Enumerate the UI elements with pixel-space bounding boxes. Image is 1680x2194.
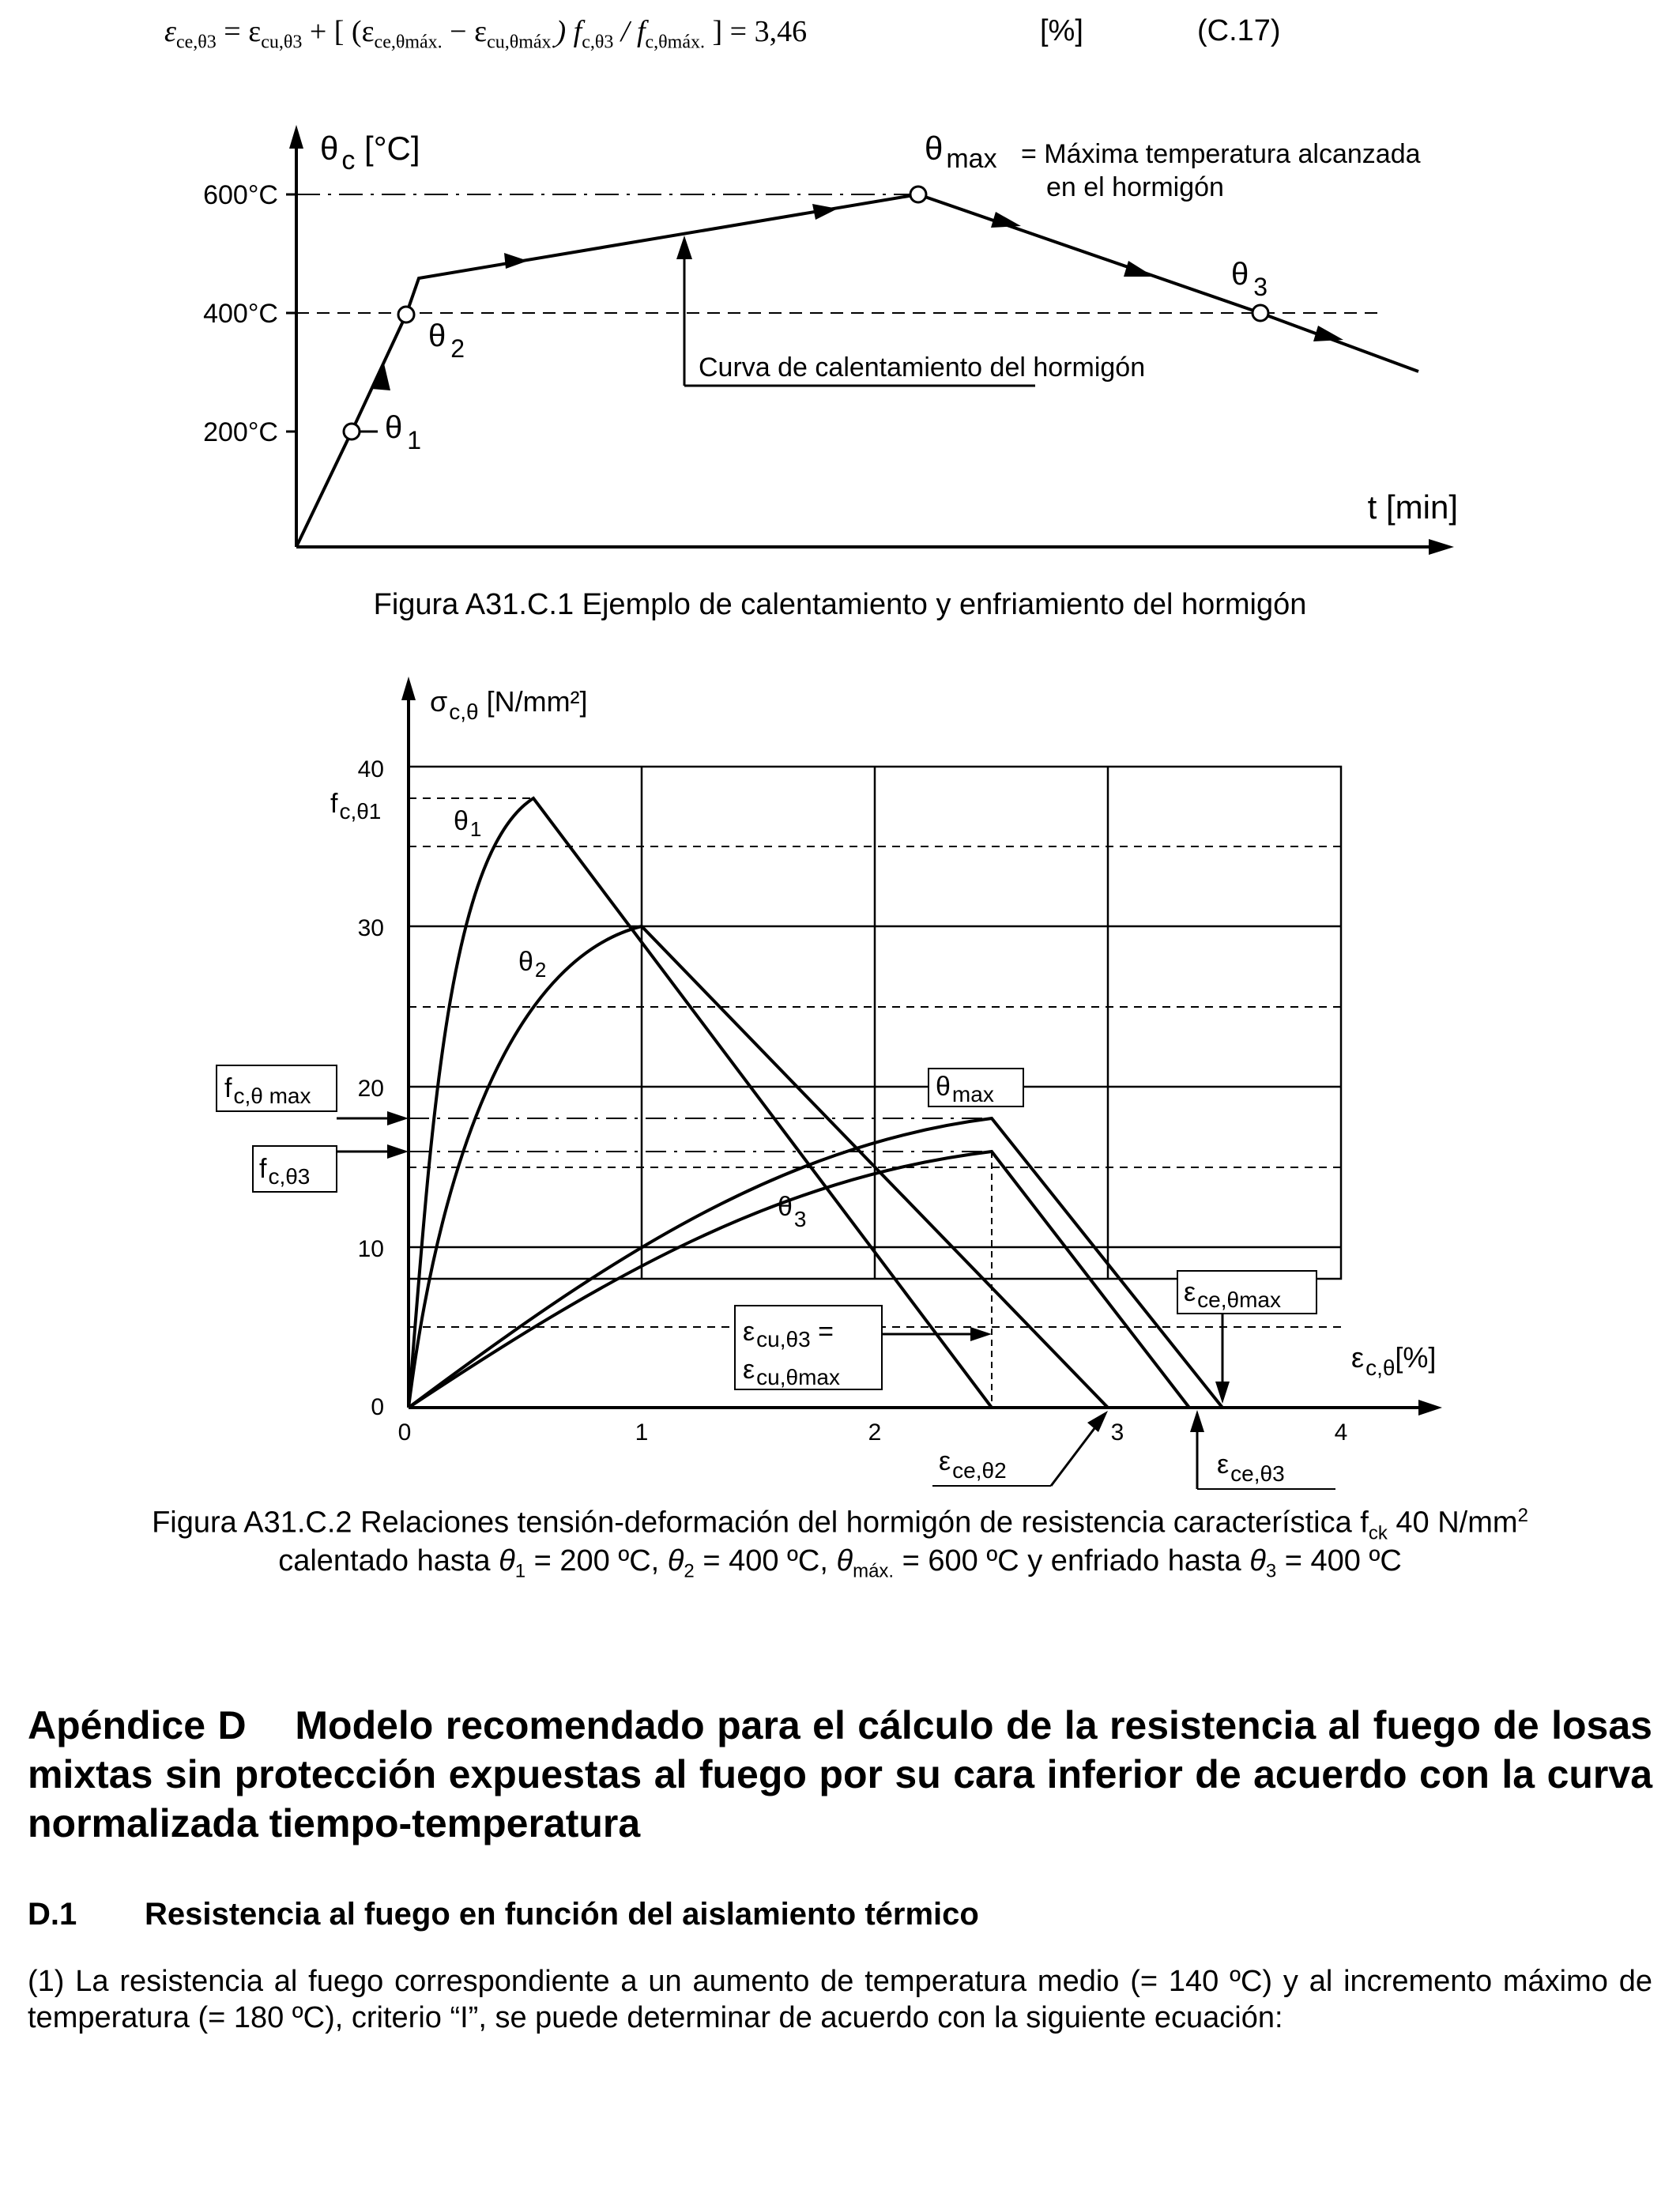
f2-y-axis-label: $\sigma_{c,\theta}$ [N/mm²] (430, 685, 588, 724)
f2-xtick-0: 0 (397, 1419, 412, 1446)
caption-text: = 200 ºC, (525, 1544, 668, 1578)
f2-curve-theta1 (409, 798, 992, 1408)
f2-label-theta2: $\theta_2$ (518, 947, 547, 982)
f2-label-eps-cu-2: $\varepsilon_{cu,\theta max}$ (743, 1355, 840, 1389)
f1-ytick-label-200: 200°C (203, 417, 278, 447)
f2-x-axis-label: $\varepsilon_{c,\theta}[\%]$ (1351, 1341, 1437, 1380)
eq-subscript: c,θ3 (582, 32, 614, 53)
caption-sub: 3 (1265, 1560, 1277, 1582)
f2-grid (409, 767, 1341, 1279)
caption-sub: 2 (684, 1560, 695, 1582)
f1-dir-arrow (1313, 326, 1343, 341)
f2-label-eps-cu-1: $\varepsilon_{cu,\theta 3}$ = (743, 1317, 834, 1351)
appendix-title (28, 1701, 1652, 1848)
eq-part: − ε (442, 15, 488, 48)
f1-theta-max-def-1: = Máxima temperatura alcanzada (1021, 139, 1421, 169)
eq-subscript: ce,θmáx. (374, 32, 443, 53)
appendix-title-text: Modelo recomendado para el cálculo de la resistencia al fuego de losas mixtas sin protección expuestas al fuego por su cara inferior de acuerdo con la curva normalizada tiempo-temperatura (28, 1703, 1652, 1845)
f2-label-theta3: $\theta_3$ (778, 1192, 807, 1231)
eq-subscript: cu,θ3 (261, 32, 303, 53)
eq-part: + [ (ε (302, 15, 375, 48)
f2-y-axis-arrow (401, 677, 416, 700)
f2-xtick-1: 1 (635, 1419, 649, 1446)
f1-dir-arrow (1124, 261, 1154, 277)
f1-theta-max-def-2: en el hormigón (1046, 172, 1224, 202)
caption-sub: 1 (514, 1560, 526, 1582)
f1-y-axis-arrow (289, 125, 303, 149)
f1-curve-leader-arrow (676, 236, 692, 259)
figure-heating-cooling (0, 111, 1680, 585)
f1-point-theta3 (1252, 305, 1268, 321)
equation-c17 (164, 14, 807, 54)
caption-text: 40 N/mm (1387, 1506, 1518, 1540)
f2-label-eps-ce-3: $\varepsilon_{ce,\theta 3}$ (1217, 1449, 1285, 1486)
eq-result: ] = 3,46 (705, 15, 808, 48)
f1-curve-label: Curva de calentamiento del hormigón (699, 352, 1146, 383)
caption-theta: θ (499, 1544, 515, 1578)
caption-text: Figura A31.C.2 Relaciones tensión-deformación del hormigón de resistencia característica f (152, 1506, 1369, 1540)
f2-label-fc-theta-max: $f_{c,\theta max}$ (224, 1073, 311, 1108)
equation-number: (C.17) (1197, 14, 1281, 47)
f2-ytick-0: 0 (371, 1394, 384, 1420)
f1-x-axis-label: t [min] (1367, 488, 1458, 526)
f2-eps-cu-arrow (970, 1327, 992, 1341)
caption-sub: máx. (853, 1560, 895, 1582)
f2-label-eps-ce-max: $\varepsilon_{ce,\theta max}$ (1184, 1277, 1281, 1312)
paragraph-text: (1) La resistencia al fuego correspondiente a un aumento de temperatura medio (= 140 ºC) y al incremento máximo de temperatura (= 180 ºC), criterio “I”, se puede determinar de acuerdo con la siguiente ecuación: (28, 1965, 1652, 2034)
figure-stress-strain (0, 664, 1680, 1502)
f2-arrow-fc-max-head (387, 1111, 409, 1125)
f2-label-fc-theta3: $f_{c,\theta 3}$ (259, 1154, 311, 1189)
f2-eps-ce-2-leader (1051, 1421, 1100, 1486)
f1-label-theta1: θ $_1$ (385, 410, 422, 454)
f1-label-theta2: θ $_2$ (428, 319, 465, 363)
f2-xtick-2: 2 (868, 1419, 882, 1446)
f1-dir-arrow (504, 253, 528, 269)
eq-subscript: cu,θmáx. (487, 32, 556, 53)
section-heading (28, 1897, 1652, 1932)
f2-eps-ce-3-arrow (1190, 1410, 1204, 1432)
eq-part: ) f (556, 15, 582, 48)
eq-part: = ε (216, 15, 262, 48)
f2-label-eps-ce-2: $\varepsilon_{ce,\theta 2}$ (939, 1446, 1007, 1483)
f2-eps-ce-2-arrow (1087, 1411, 1108, 1432)
appendix-heading (28, 1701, 1652, 1848)
f2-xtick-4: 4 (1334, 1419, 1348, 1446)
f2-arrow-fc-3-head (387, 1144, 409, 1159)
f1-point-theta1 (344, 424, 360, 439)
f1-point-theta2 (398, 307, 414, 322)
f1-theta-max-label: θ $_{max}$ (925, 130, 997, 174)
f1-point-theta-max (910, 187, 926, 202)
figure1-caption: Figura A31.C.1 Ejemplo de calentamiento y enfriamiento del hormigón (373, 588, 1307, 621)
caption-theta: θ (1249, 1544, 1266, 1578)
eq-subscript: c,θmáx. (645, 32, 705, 53)
f2-ytick-10: 10 (357, 1236, 384, 1262)
f1-dir-arrow (991, 212, 1021, 228)
caption-text: = 600 ºC y enfriado hasta (894, 1544, 1250, 1578)
equation-unit: [%] (1040, 14, 1083, 47)
caption-sub: ck (1368, 1522, 1388, 1544)
eq-eps-symbol: ε (164, 15, 176, 48)
f1-dir-arrow (812, 204, 838, 220)
f1-ytick-label-600: 600°C (203, 180, 278, 210)
figure2-caption-line2 (0, 1544, 1680, 1583)
section-title-text: Resistencia al fuego en función del aislamiento térmico (145, 1897, 979, 1932)
f2-ytick-30: 30 (357, 915, 384, 941)
f2-x-axis-arrow (1418, 1400, 1442, 1416)
f1-ytick-label-400: 400°C (203, 299, 278, 329)
f2-ytick-40: 40 (357, 756, 384, 782)
caption-text: calentado hasta (278, 1544, 499, 1578)
f2-label-fc-theta1: $f_{c,\theta 1}$ (330, 789, 382, 824)
eq-subscript: ce,θ3 (175, 32, 217, 53)
caption-sup: 2 (1517, 1505, 1528, 1526)
caption-theta: θ (667, 1544, 684, 1578)
appendix-label: Apéndice D (28, 1703, 247, 1747)
f1-label-theta3: θ $_3$ (1231, 257, 1268, 301)
f1-y-axis-label: θ $_c$ [°C] (320, 130, 420, 175)
caption-theta: θ (836, 1544, 853, 1578)
f2-label-theta1: $\theta_1$ (454, 806, 482, 841)
eq-part: / f (613, 15, 646, 48)
f2-ytick-20: 20 (357, 1076, 384, 1102)
f2-xtick-3: 3 (1110, 1419, 1124, 1446)
caption-text: = 400 ºC (1276, 1544, 1402, 1578)
body-paragraph (28, 1963, 1652, 2036)
section-title (28, 1897, 1652, 1932)
figure2-caption-line1 (0, 1505, 1680, 1544)
f1-x-axis-arrow (1429, 539, 1454, 555)
caption-text: = 400 ºC, (694, 1544, 837, 1578)
section-number: D.1 (28, 1897, 77, 1932)
f2-label-theta-max: $\theta_{max}$ (936, 1072, 994, 1106)
